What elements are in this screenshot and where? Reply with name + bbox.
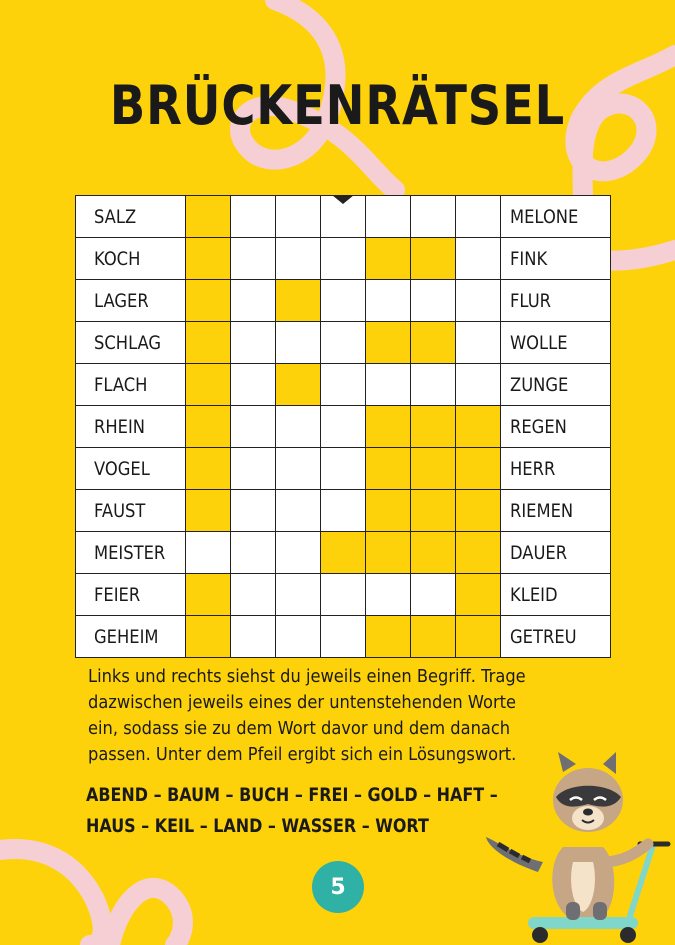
answer-cell[interactable]: [231, 322, 275, 363]
blocked-cell: [366, 406, 410, 447]
answer-cell[interactable]: [276, 448, 320, 489]
blocked-cell: [186, 322, 230, 363]
right-word: HERR: [501, 448, 610, 489]
answer-cell[interactable]: [456, 238, 500, 279]
blocked-cell: [456, 574, 500, 615]
answer-cell[interactable]: [276, 322, 320, 363]
blocked-cell: [456, 490, 500, 531]
right-word: FLUR: [501, 280, 610, 321]
answer-cell[interactable]: [321, 574, 365, 615]
page-number-badge: 5: [312, 861, 364, 913]
answer-cell[interactable]: [231, 490, 275, 531]
answer-cell[interactable]: [276, 574, 320, 615]
blocked-cell: [186, 238, 230, 279]
blocked-cell: [411, 322, 455, 363]
answer-cell[interactable]: [276, 406, 320, 447]
instruction-line: Links und rechts siehst du jeweils einen Begriff. Trage: [88, 667, 526, 687]
answer-cell[interactable]: [231, 574, 275, 615]
blocked-cell: [411, 406, 455, 447]
right-word: GETREU: [501, 616, 610, 657]
left-word: KOCH: [76, 238, 185, 279]
instruction-line: dazwischen jeweils eines der untenstehenden Worte: [88, 693, 517, 713]
solution-arrow-icon: [332, 195, 354, 204]
right-word: FINK: [501, 238, 610, 279]
right-word: RIEMEN: [501, 490, 610, 531]
blocked-cell: [366, 238, 410, 279]
answer-cell[interactable]: [231, 364, 275, 405]
blocked-cell: [186, 574, 230, 615]
right-word: DAUER: [501, 532, 610, 573]
answer-cell[interactable]: [231, 616, 275, 657]
blocked-cell: [411, 490, 455, 531]
right-word: MELONE: [501, 196, 610, 237]
answer-cell[interactable]: [276, 490, 320, 531]
left-word: RHEIN: [76, 406, 185, 447]
answer-cell[interactable]: [366, 196, 410, 237]
blocked-cell: [366, 448, 410, 489]
answer-cell[interactable]: [456, 322, 500, 363]
left-word: FAUST: [76, 490, 185, 531]
left-word: GEHEIM: [76, 616, 185, 657]
answer-cell[interactable]: [231, 406, 275, 447]
blocked-cell: [411, 448, 455, 489]
answer-cell[interactable]: [411, 196, 455, 237]
answer-cell[interactable]: [231, 448, 275, 489]
blocked-cell: [186, 616, 230, 657]
answer-cell[interactable]: [321, 616, 365, 657]
answer-cell[interactable]: [276, 532, 320, 573]
word-options-line: ABEND – BAUM – BUCH – FREI – GOLD – HAFT –: [86, 784, 498, 806]
blocked-cell: [186, 196, 230, 237]
right-word: KLEID: [501, 574, 610, 615]
right-word: WOLLE: [501, 322, 610, 363]
blocked-cell: [366, 616, 410, 657]
answer-cell[interactable]: [321, 238, 365, 279]
blocked-cell: [186, 406, 230, 447]
answer-cell[interactable]: [321, 280, 365, 321]
blocked-cell: [321, 532, 365, 573]
answer-cell[interactable]: [456, 280, 500, 321]
blocked-cell: [186, 280, 230, 321]
answer-cell[interactable]: [231, 238, 275, 279]
answer-cell[interactable]: [231, 280, 275, 321]
blocked-cell: [186, 364, 230, 405]
raccoon-illustration: [478, 752, 675, 945]
left-word: MEISTER: [76, 532, 185, 573]
bridge-puzzle-grid: [75, 195, 611, 658]
right-word: REGEN: [501, 406, 610, 447]
instruction-line: passen. Unter dem Pfeil ergibt sich ein Lösungswort.: [88, 745, 517, 765]
answer-cell[interactable]: [321, 406, 365, 447]
answer-cell[interactable]: [231, 196, 275, 237]
blocked-cell: [456, 616, 500, 657]
left-word: VOGEL: [76, 448, 185, 489]
answer-cell[interactable]: [276, 238, 320, 279]
answer-cell[interactable]: [276, 616, 320, 657]
answer-cell[interactable]: [231, 532, 275, 573]
answer-cell[interactable]: [321, 448, 365, 489]
left-word: FLACH: [76, 364, 185, 405]
blocked-cell: [276, 280, 320, 321]
answer-cell[interactable]: [456, 196, 500, 237]
right-word: ZUNGE: [501, 364, 610, 405]
blocked-cell: [276, 364, 320, 405]
left-word: SCHLAG: [76, 322, 185, 363]
answer-cell[interactable]: [366, 574, 410, 615]
answer-cell[interactable]: [456, 364, 500, 405]
blocked-cell: [366, 322, 410, 363]
blocked-cell: [186, 448, 230, 489]
blocked-cell: [366, 532, 410, 573]
blocked-cell: [456, 406, 500, 447]
answer-cell[interactable]: [321, 364, 365, 405]
blocked-cell: [186, 490, 230, 531]
instruction-line: ein, sodass sie zu dem Wort davor und dem danach: [88, 719, 511, 739]
answer-cell[interactable]: [411, 574, 455, 615]
answer-cell[interactable]: [321, 322, 365, 363]
blocked-cell: [411, 238, 455, 279]
page-title: BRÜCKENRÄTSEL: [109, 74, 566, 137]
left-word: SALZ: [76, 196, 185, 237]
blocked-cell: [366, 490, 410, 531]
answer-cell[interactable]: [366, 364, 410, 405]
left-word: FEIER: [76, 574, 185, 615]
word-options-line: HAUS – KEIL – LAND – WASSER – WORT: [86, 815, 429, 837]
left-word: LAGER: [76, 280, 185, 321]
answer-cell[interactable]: [186, 532, 230, 573]
blocked-cell: [456, 448, 500, 489]
blocked-cell: [456, 532, 500, 573]
answer-cell[interactable]: [366, 280, 410, 321]
answer-cell[interactable]: [276, 196, 320, 237]
blocked-cell: [411, 616, 455, 657]
answer-cell[interactable]: [321, 196, 365, 237]
blocked-cell: [411, 532, 455, 573]
answer-cell[interactable]: [411, 364, 455, 405]
answer-cell[interactable]: [411, 280, 455, 321]
answer-cell[interactable]: [321, 490, 365, 531]
